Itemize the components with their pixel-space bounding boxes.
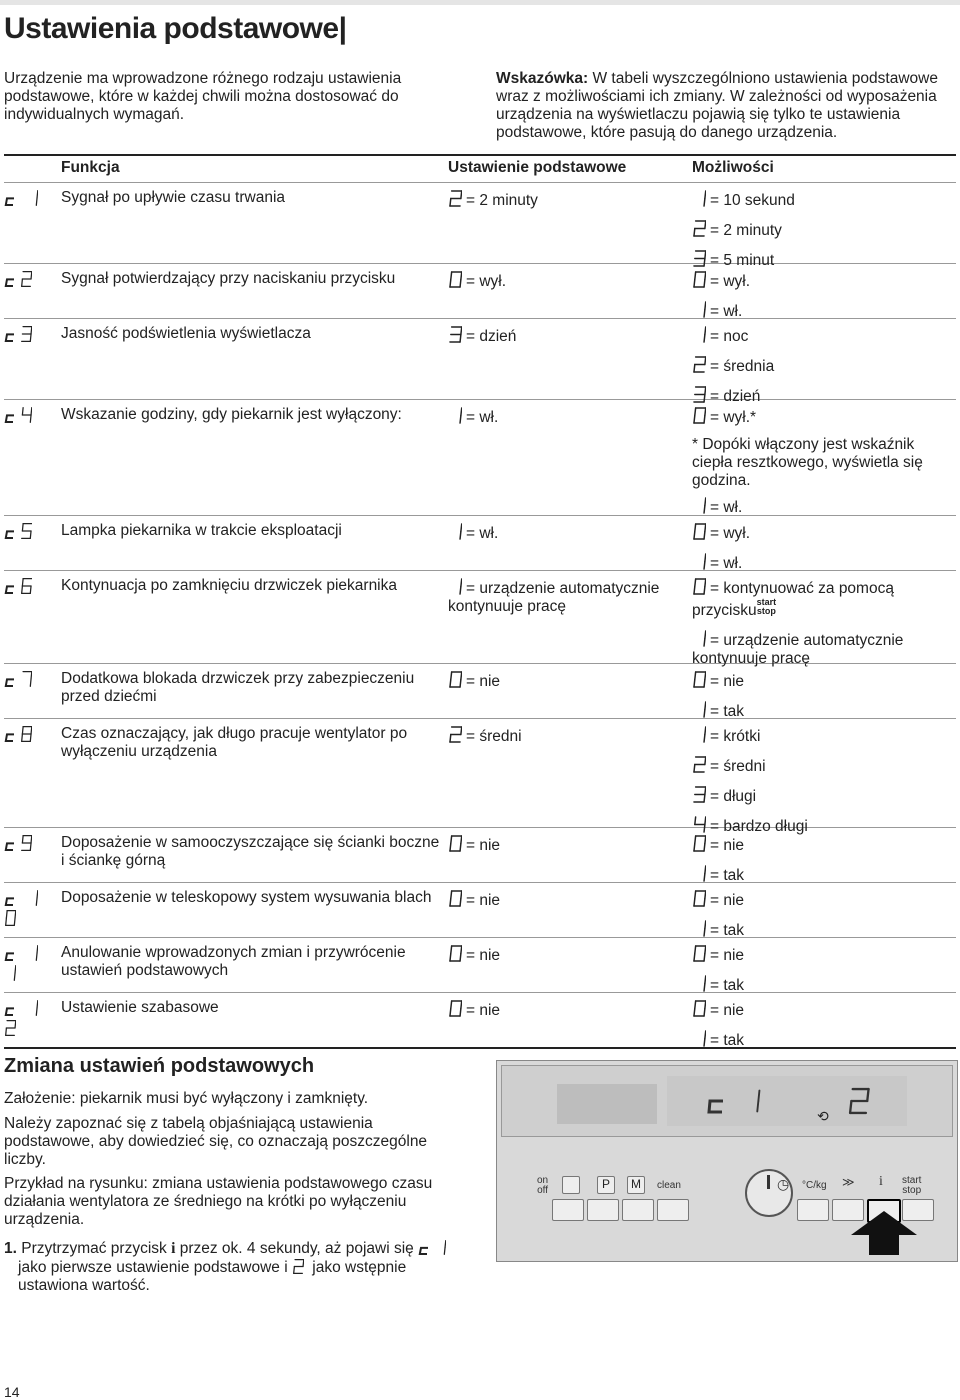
intro-left: Urządzenie ma wprowadzone różnego rodzaju ustawienia podstawowe, które w każdej chwili można dostosować do indywidualnych wymagań. [4, 70, 402, 123]
note-label: Wskazówka: [496, 70, 589, 87]
note-text: W tabeli wyszczególniono ustawienia podstawowe wraz z możliwościami ich zmiany. W zależności od wyposażenia urządzenia na wyświetlaczu pojawią się tylko te ustawienia podstawowe, które pasują do danego urządzenia. [496, 70, 938, 141]
option-item: = wł. [692, 496, 957, 517]
option-item: = długi [692, 785, 957, 806]
code-segment-glyph [4, 577, 16, 595]
option-item: = 2 minuty [692, 219, 957, 240]
digit-1-glyph [692, 300, 706, 319]
digit-3-glyph [448, 325, 462, 344]
digit-0-glyph [448, 670, 462, 689]
step-text-b: przez ok. 4 sekundy, aż pojawi się [175, 1240, 419, 1257]
option-item: = noc [692, 325, 957, 346]
code-segment-glyph [26, 944, 38, 962]
default-cell: = 2 minuty [448, 189, 678, 210]
option-item: = nie [692, 834, 957, 855]
code-segment-glyph [20, 325, 32, 343]
function-cell: Jasność podświetlenia wyświetlacza [61, 325, 311, 342]
left-display [557, 1084, 657, 1124]
step-text-d: jako wstępnie ustawiona wartość. [18, 1259, 407, 1294]
section-title: Zmiana ustawień podstawowych [4, 1055, 315, 1077]
default-cell: = wł. [448, 522, 678, 543]
option-item: = wył.* [692, 406, 957, 427]
code-segment-glyph [4, 999, 16, 1017]
setting-code [4, 670, 56, 694]
code-segment-glyph [4, 725, 16, 743]
digit-1-glyph [692, 864, 706, 883]
digit-3-glyph [692, 785, 706, 804]
option-item: = wył. [692, 522, 957, 543]
panel-button-5[interactable] [797, 1199, 829, 1221]
panel-button-4[interactable] [657, 1199, 689, 1221]
option-item: = średni [692, 755, 957, 776]
digit-1-glyph [692, 974, 706, 993]
option-item: = kontynuować za pomocą przyciskustart stop [692, 577, 957, 620]
table-row [4, 264, 956, 319]
option-item: = wł. [692, 552, 957, 573]
start-stop-key: start stop [756, 597, 777, 616]
default-cell: = wył. [448, 270, 678, 291]
code-segment-glyph [4, 270, 16, 288]
default-cell: = wł. [448, 406, 678, 427]
digit-0-glyph [692, 889, 706, 908]
example-text: Przykład na rysunku: zmiana ustawienia podstawowego czasu działania wentylatora ze średniego na krótki po wyłączeniu urządzenia. [4, 1175, 433, 1228]
digit-1-glyph [448, 577, 462, 596]
code-segment-glyph [20, 834, 32, 852]
option-item: = tak [692, 864, 957, 885]
digit-1-glyph [692, 700, 706, 719]
digit-1-glyph [448, 522, 462, 541]
meat-probe-icon: ≫ [842, 1175, 855, 1189]
table-row [4, 400, 956, 516]
option-item: = tak [692, 1029, 957, 1050]
info-button-label: i [879, 1174, 883, 1189]
code-segment-glyph [20, 270, 32, 288]
digit-2-glyph [292, 1258, 304, 1275]
digit-0-glyph [692, 270, 706, 289]
option-item: = bardzo długi [692, 815, 957, 836]
display-code [707, 1088, 777, 1118]
digit-2-glyph [448, 189, 462, 208]
code-segment-glyph [4, 909, 16, 927]
setting-code [4, 406, 56, 430]
function-cell: Wskazanie godziny, gdy piekarnik jest wyłączony: [61, 406, 402, 423]
code-segment-glyph [4, 1019, 16, 1037]
digit-1-glyph [448, 406, 462, 425]
clock-icon: ◷ [777, 1176, 790, 1192]
clean-label: clean [657, 1180, 681, 1191]
table-row [4, 664, 956, 719]
info-text: Należy zapoznać się z tabelą objaśniającą ustawienia podstawowe, aby dowiedzieć się, co oznaczają poszczególne liczby. [4, 1115, 428, 1168]
function-cell: Doposażenie w teleskopowy system wysuwania blach [61, 889, 432, 906]
p-button[interactable]: P [597, 1176, 615, 1194]
function-cell: Sygnał potwierdzający przy naciskaniu przycisku [61, 270, 396, 287]
digit-2-glyph [692, 355, 706, 374]
header-default: Ustawienie podstawowe [448, 159, 627, 176]
code-segment-glyph [4, 522, 16, 540]
table-row [4, 571, 956, 667]
code-segment-glyph [4, 406, 16, 424]
header-options: Możliwości [692, 159, 774, 176]
digit-0-glyph [448, 999, 462, 1018]
option-item: = nie [692, 944, 957, 965]
digit-2-glyph [692, 219, 706, 238]
table-row [4, 516, 956, 571]
table-row [4, 993, 956, 1049]
option-item: = nie [692, 670, 957, 691]
option-item: = tak [692, 919, 957, 940]
digit-0-glyph [692, 944, 706, 963]
options-cell [692, 725, 957, 845]
main-display [667, 1076, 907, 1126]
option-item: = dzień [692, 385, 957, 406]
step-text-c: jako pierwsze ustawienie podstawowe i [18, 1259, 292, 1276]
option-item: = średnia [692, 355, 957, 376]
digit-1-glyph [692, 725, 706, 744]
digit-2-glyph [448, 725, 462, 744]
default-cell: = nie [448, 999, 678, 1020]
option-item: = nie [692, 889, 957, 910]
press-arrow-icon [849, 1209, 919, 1257]
digit-1-glyph [434, 1239, 446, 1256]
default-cell: = średni [448, 725, 678, 746]
code-segment-glyph [26, 189, 38, 207]
digit-1-glyph [692, 919, 706, 938]
setting-code [4, 325, 56, 349]
code-c1-glyph [418, 1240, 450, 1257]
option-item: = 5 minut [692, 249, 957, 270]
function-cell: Ustawienie szabasowe [61, 999, 219, 1016]
code-segment-glyph [4, 944, 16, 962]
digit-1-glyph [692, 629, 706, 648]
digit-0-glyph [692, 999, 706, 1018]
digit-1-glyph [692, 496, 706, 515]
digit-1-glyph [692, 189, 706, 208]
setting-code [4, 577, 56, 601]
code-segment-glyph [4, 670, 16, 688]
page-number: 14 [4, 1384, 20, 1400]
temp-label: °C/kg [802, 1180, 827, 1191]
code-segment-glyph [26, 999, 38, 1017]
options-cell [692, 406, 957, 526]
code-segment-glyph [20, 522, 32, 540]
default-cell: = nie [448, 834, 678, 855]
code-segment-glyph [20, 577, 32, 595]
options-cell [692, 577, 957, 677]
option-item: = 10 sekund [692, 189, 957, 210]
step-text-a: Przytrzymać przycisk [21, 1240, 172, 1257]
header-function: Funkcja [61, 159, 120, 176]
option-item: = wł. [692, 300, 957, 321]
function-cell: Czas oznaczający, jak długo pracuje wentylator po wyłączeniu urządzenia [61, 725, 408, 760]
code-segment-glyph [20, 725, 32, 743]
option-note: * Dopóki włączony jest wskaźnik ciepła resztkowego, wyświetla się godzina. [692, 436, 923, 489]
top-bar [0, 0, 960, 5]
digit-0-glyph [448, 834, 462, 853]
digit-0-glyph [692, 670, 706, 689]
setting-code [4, 889, 56, 913]
page-title: Ustawienia podstawowe| [4, 12, 347, 45]
digit-0-glyph [692, 406, 706, 425]
info-key-glyph: i [171, 1240, 176, 1257]
panel-button-1[interactable] [552, 1199, 584, 1221]
default-cell: = nie [448, 944, 678, 965]
default-cell: = nie [448, 889, 678, 910]
function-cell: Lampka piekarnika w trakcie eksploatacji [61, 522, 342, 539]
setting-code [4, 725, 56, 749]
setting-code [4, 999, 56, 1023]
code-segment-glyph [26, 889, 38, 907]
digit-2-glyph [692, 755, 706, 774]
option-item: = urządzenie automatycznie kontynuuje pracę [692, 629, 957, 668]
table-row [4, 719, 956, 835]
digit-0-glyph [448, 944, 462, 963]
code-segment-glyph [4, 834, 16, 852]
c-glyph [418, 1239, 430, 1256]
code-segment-glyph [4, 889, 16, 907]
table-row [4, 938, 956, 993]
digit-0-glyph [692, 577, 706, 596]
panel-button-3[interactable] [622, 1199, 654, 1221]
function-cell: Dodatkowa blokada drzwiczek przy zabezpieczeniu przed dziećmi [61, 670, 415, 705]
table-row [4, 183, 956, 269]
table-row [4, 319, 956, 405]
setting-code [4, 189, 56, 213]
start-stop-label: start stop [902, 1175, 922, 1196]
m-button[interactable]: M [627, 1176, 645, 1194]
step-number: 1. [4, 1240, 17, 1257]
code-segment-glyph [20, 670, 32, 688]
option-item: = wył. [692, 270, 957, 291]
digit-2-glyph [292, 1259, 308, 1276]
setting-code [4, 944, 56, 968]
code-segment-glyph [4, 325, 16, 343]
digit-0-glyph [692, 522, 706, 541]
code-segment-glyph [4, 964, 16, 982]
step-1 [4, 1239, 464, 1295]
default-cell: = nie [448, 670, 678, 691]
code-segment-glyph [4, 189, 16, 207]
on-off-button[interactable] [562, 1176, 580, 1194]
control-panel-illustration [496, 1060, 958, 1262]
panel-button-2[interactable] [587, 1199, 619, 1221]
panel-top [501, 1065, 953, 1137]
on-off-label: on off [537, 1175, 549, 1196]
digit-1-glyph [692, 552, 706, 571]
code-segment-glyph [20, 406, 32, 424]
function-cell: Doposażenie w samooczyszczające się ścianki boczne i ściankę górną [61, 834, 440, 869]
option-item: = tak [692, 974, 957, 995]
option-item: = tak [692, 700, 957, 721]
table-header [4, 154, 956, 183]
option-item: = krótki [692, 725, 957, 746]
default-cell: = dzień [448, 325, 678, 346]
function-cell: Anulowanie wprowadzonych zmian i przywrócenie ustawień podstawowych [61, 944, 406, 979]
timer-icon: ⟲ [817, 1108, 829, 1124]
setting-code [4, 834, 56, 858]
default-cell: = urządzenie automatycznie kontynuuje pracę [448, 577, 678, 616]
options-cell [692, 999, 957, 1059]
setting-code [4, 522, 56, 546]
function-cell: Sygnał po upływie czasu trwania [61, 189, 286, 206]
display-value [847, 1086, 877, 1118]
setting-code [4, 270, 56, 294]
digit-0-glyph [692, 834, 706, 853]
prerequisite-text: Założenie: piekarnik musi być wyłączony i zamknięty. [4, 1090, 369, 1107]
table-row [4, 883, 956, 938]
settings-table [4, 154, 956, 1049]
digit-1-glyph [692, 1029, 706, 1048]
table-row [4, 828, 956, 883]
digit-1-glyph [692, 325, 706, 344]
digit-0-glyph [448, 270, 462, 289]
function-cell: Kontynuacja po zamknięciu drzwiczek piekarnika [61, 577, 397, 594]
option-item: = nie [692, 999, 957, 1020]
digit-0-glyph [448, 889, 462, 908]
intro-right [496, 70, 958, 142]
